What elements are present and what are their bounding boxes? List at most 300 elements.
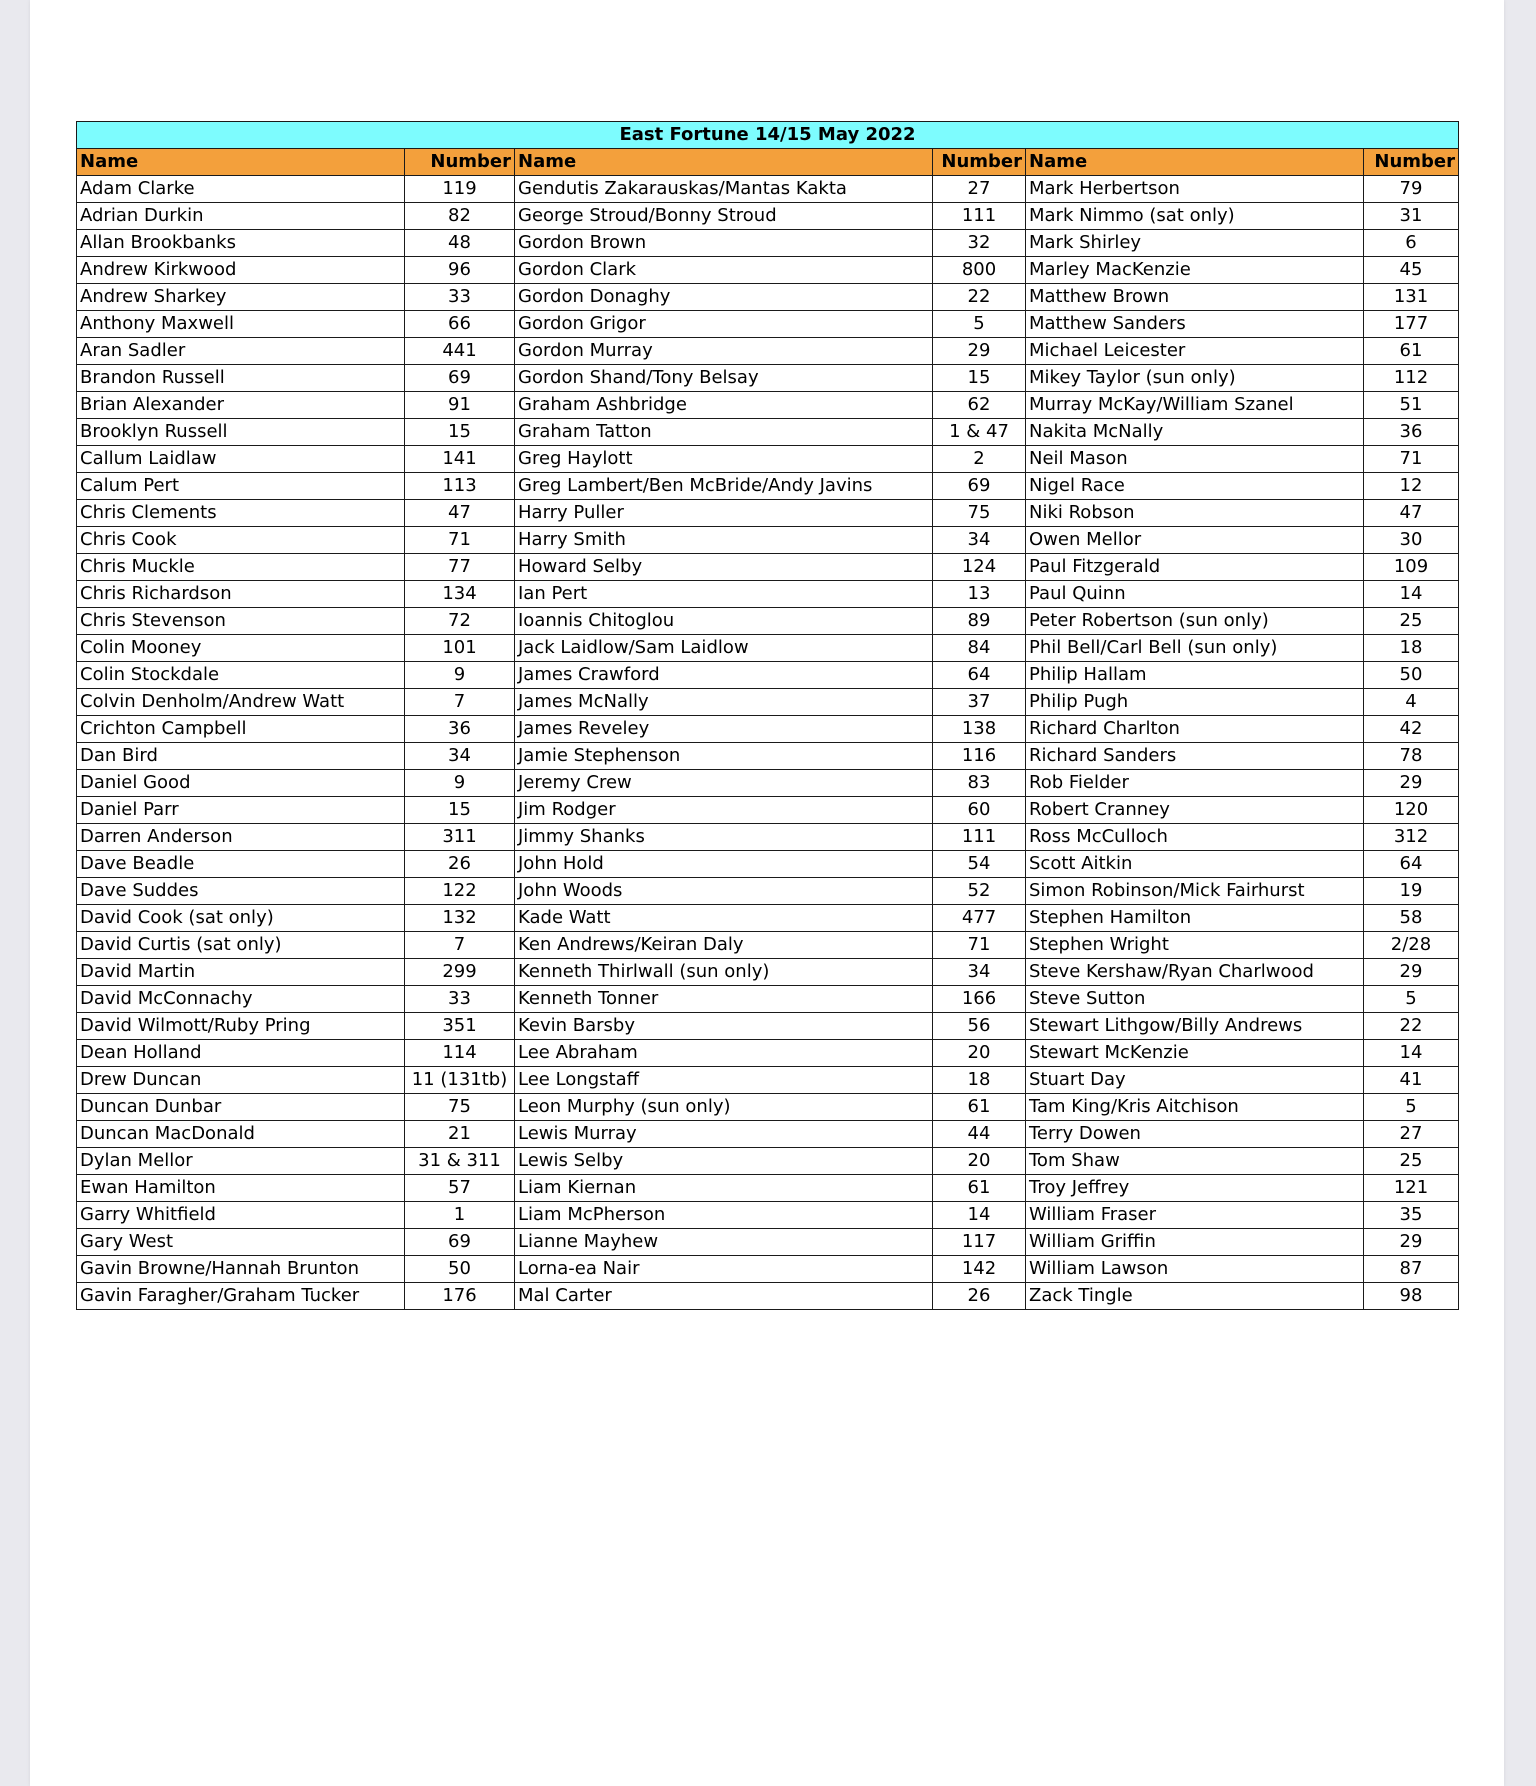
table-row: [77, 1121, 1459, 1148]
name-cell: Aran Sadler: [77, 338, 405, 365]
number-cell: 31 & 311: [405, 1148, 515, 1175]
number-cell: 50: [405, 1256, 515, 1283]
number-cell: 25: [1364, 608, 1459, 635]
name-cell: Anthony Maxwell: [77, 311, 405, 338]
name-cell: Mark Herbertson: [1026, 176, 1364, 203]
number-cell: 47: [1364, 500, 1459, 527]
number-cell: 18: [1364, 635, 1459, 662]
name-cell: Ross McCulloch: [1026, 824, 1364, 851]
number-cell: 7: [405, 932, 515, 959]
name-cell: Jim Rodger: [515, 797, 933, 824]
table-row: [77, 554, 1459, 581]
name-cell: Richard Charlton: [1026, 716, 1364, 743]
name-cell: Mark Shirley: [1026, 230, 1364, 257]
number-cell: 15: [405, 419, 515, 446]
table-row: [77, 1256, 1459, 1283]
number-cell: 112: [1364, 365, 1459, 392]
number-cell: 69: [405, 365, 515, 392]
number-cell: 44: [933, 1121, 1026, 1148]
number-cell: 29: [1364, 770, 1459, 797]
number-cell: 34: [933, 527, 1026, 554]
name-cell: Lee Longstaff: [515, 1067, 933, 1094]
table-row: [77, 689, 1459, 716]
table-row: [77, 581, 1459, 608]
number-cell: 1 & 47: [933, 419, 1026, 446]
name-cell: Jack Laidlow/Sam Laidlow: [515, 635, 933, 662]
name-cell: Marley MacKenzie: [1026, 257, 1364, 284]
header-number-1: Number: [405, 149, 515, 176]
table-row: [77, 1148, 1459, 1175]
name-cell: Matthew Brown: [1026, 284, 1364, 311]
number-cell: 22: [1364, 1013, 1459, 1040]
table-row: [77, 176, 1459, 203]
number-cell: 477: [933, 905, 1026, 932]
number-cell: 64: [1364, 851, 1459, 878]
name-cell: Troy Jeffrey: [1026, 1175, 1364, 1202]
table-row: [77, 824, 1459, 851]
table-row: [77, 1283, 1459, 1310]
number-cell: 27: [933, 176, 1026, 203]
name-cell: Stephen Wright: [1026, 932, 1364, 959]
name-cell: Calum Pert: [77, 473, 405, 500]
table-row: [77, 419, 1459, 446]
name-cell: Jimmy Shanks: [515, 824, 933, 851]
table-row: [77, 1229, 1459, 1256]
name-cell: Jamie Stephenson: [515, 743, 933, 770]
name-cell: Lee Abraham: [515, 1040, 933, 1067]
table-row: [77, 1040, 1459, 1067]
number-cell: 19: [1364, 878, 1459, 905]
table-row: [77, 662, 1459, 689]
name-cell: David Curtis (sat only): [77, 932, 405, 959]
table-row: [77, 392, 1459, 419]
number-cell: 37: [933, 689, 1026, 716]
name-cell: Colin Mooney: [77, 635, 405, 662]
name-cell: Mark Nimmo (sat only): [1026, 203, 1364, 230]
number-cell: 15: [933, 365, 1026, 392]
number-cell: 141: [405, 446, 515, 473]
number-cell: 9: [405, 662, 515, 689]
table-row: [77, 608, 1459, 635]
name-cell: Rob Fielder: [1026, 770, 1364, 797]
number-cell: 176: [405, 1283, 515, 1310]
name-cell: Ian Pert: [515, 581, 933, 608]
name-cell: Gavin Browne/Hannah Brunton: [77, 1256, 405, 1283]
name-cell: Brooklyn Russell: [77, 419, 405, 446]
table-row: [77, 743, 1459, 770]
name-cell: Harry Puller: [515, 500, 933, 527]
name-cell: Paul Quinn: [1026, 581, 1364, 608]
table-row: [77, 635, 1459, 662]
number-cell: 52: [933, 878, 1026, 905]
name-cell: Howard Selby: [515, 554, 933, 581]
number-cell: 69: [933, 473, 1026, 500]
name-cell: Lorna-ea Nair: [515, 1256, 933, 1283]
number-cell: 351: [405, 1013, 515, 1040]
number-cell: 21: [405, 1121, 515, 1148]
name-cell: Ewan Hamilton: [77, 1175, 405, 1202]
name-cell: Greg Lambert/Ben McBride/Andy Javins: [515, 473, 933, 500]
name-cell: Graham Ashbridge: [515, 392, 933, 419]
number-cell: 50: [1364, 662, 1459, 689]
name-cell: Chris Clements: [77, 500, 405, 527]
name-cell: Chris Muckle: [77, 554, 405, 581]
table-row: [77, 878, 1459, 905]
name-cell: Paul Fitzgerald: [1026, 554, 1364, 581]
header-number-3: Number: [1364, 149, 1459, 176]
number-cell: 109: [1364, 554, 1459, 581]
table-row: [77, 284, 1459, 311]
table-row: [77, 797, 1459, 824]
number-cell: 79: [1364, 176, 1459, 203]
number-cell: 14: [1364, 1040, 1459, 1067]
number-cell: 120: [1364, 797, 1459, 824]
number-cell: 29: [933, 338, 1026, 365]
name-cell: Kevin Barsby: [515, 1013, 933, 1040]
name-cell: Stephen Hamilton: [1026, 905, 1364, 932]
name-cell: Philip Hallam: [1026, 662, 1364, 689]
number-cell: 111: [933, 824, 1026, 851]
table-row: [77, 1202, 1459, 1229]
name-cell: Andrew Kirkwood: [77, 257, 405, 284]
number-cell: 113: [405, 473, 515, 500]
number-cell: 82: [405, 203, 515, 230]
number-cell: 166: [933, 986, 1026, 1013]
table-row: [77, 986, 1459, 1013]
name-cell: Stewart McKenzie: [1026, 1040, 1364, 1067]
name-cell: Dave Beadle: [77, 851, 405, 878]
name-cell: Gendutis Zakarauskas/Mantas Kakta: [515, 176, 933, 203]
number-cell: 47: [405, 500, 515, 527]
number-cell: 34: [933, 959, 1026, 986]
name-cell: David Cook (sat only): [77, 905, 405, 932]
name-cell: Neil Mason: [1026, 446, 1364, 473]
table-row: [77, 1094, 1459, 1121]
number-cell: 2: [933, 446, 1026, 473]
name-cell: Mikey Taylor (sun only): [1026, 365, 1364, 392]
number-cell: 84: [933, 635, 1026, 662]
number-cell: 11 (131tb): [405, 1067, 515, 1094]
number-cell: 9: [405, 770, 515, 797]
number-cell: 114: [405, 1040, 515, 1067]
number-cell: 138: [933, 716, 1026, 743]
name-cell: Greg Haylott: [515, 446, 933, 473]
number-cell: 299: [405, 959, 515, 986]
name-cell: Zack Tingle: [1026, 1283, 1364, 1310]
number-cell: 6: [1364, 230, 1459, 257]
number-cell: 134: [405, 581, 515, 608]
number-cell: 116: [933, 743, 1026, 770]
name-cell: Leon Murphy (sun only): [515, 1094, 933, 1121]
name-cell: Lianne Mayhew: [515, 1229, 933, 1256]
number-cell: 27: [1364, 1121, 1459, 1148]
name-cell: Peter Robertson (sun only): [1026, 608, 1364, 635]
name-cell: John Woods: [515, 878, 933, 905]
name-cell: Chris Cook: [77, 527, 405, 554]
name-cell: Gordon Clark: [515, 257, 933, 284]
number-cell: 26: [933, 1283, 1026, 1310]
number-cell: 5: [933, 311, 1026, 338]
table-body: [77, 176, 1459, 1310]
table-row: [77, 338, 1459, 365]
number-cell: 64: [933, 662, 1026, 689]
number-cell: 35: [1364, 1202, 1459, 1229]
entry-list-table: [76, 121, 1459, 1310]
name-cell: Crichton Campbell: [77, 716, 405, 743]
number-cell: 33: [405, 986, 515, 1013]
name-cell: Owen Mellor: [1026, 527, 1364, 554]
name-cell: William Fraser: [1026, 1202, 1364, 1229]
number-cell: 122: [405, 878, 515, 905]
table-row: [77, 311, 1459, 338]
name-cell: Gordon Shand/Tony Belsay: [515, 365, 933, 392]
name-cell: Liam Kiernan: [515, 1175, 933, 1202]
table-row: [77, 203, 1459, 230]
number-cell: 124: [933, 554, 1026, 581]
name-cell: Harry Smith: [515, 527, 933, 554]
name-cell: Steve Kershaw/Ryan Charlwood: [1026, 959, 1364, 986]
number-cell: 30: [1364, 527, 1459, 554]
number-cell: 71: [405, 527, 515, 554]
name-cell: Duncan MacDonald: [77, 1121, 405, 1148]
name-cell: Garry Whitfield: [77, 1202, 405, 1229]
table-row: [77, 932, 1459, 959]
name-cell: Mal Carter: [515, 1283, 933, 1310]
number-cell: 60: [933, 797, 1026, 824]
name-cell: Gary West: [77, 1229, 405, 1256]
number-cell: 132: [405, 905, 515, 932]
name-cell: Darren Anderson: [77, 824, 405, 851]
name-cell: Callum Laidlaw: [77, 446, 405, 473]
number-cell: 71: [1364, 446, 1459, 473]
number-cell: 61: [933, 1175, 1026, 1202]
name-cell: David McConnachy: [77, 986, 405, 1013]
name-cell: Phil Bell/Carl Bell (sun only): [1026, 635, 1364, 662]
table-row: [77, 446, 1459, 473]
number-cell: 15: [405, 797, 515, 824]
number-cell: 1: [405, 1202, 515, 1229]
name-cell: Tom Shaw: [1026, 1148, 1364, 1175]
number-cell: 36: [405, 716, 515, 743]
name-cell: James Reveley: [515, 716, 933, 743]
number-cell: 41: [1364, 1067, 1459, 1094]
name-cell: Stuart Day: [1026, 1067, 1364, 1094]
name-cell: Simon Robinson/Mick Fairhurst: [1026, 878, 1364, 905]
header-name-3: Name: [1026, 149, 1364, 176]
number-cell: 75: [405, 1094, 515, 1121]
table-title: East Fortune 14/15 May 2022: [77, 122, 1459, 149]
table-row: [77, 257, 1459, 284]
number-cell: 14: [1364, 581, 1459, 608]
table-row: [77, 770, 1459, 797]
name-cell: Nigel Race: [1026, 473, 1364, 500]
number-cell: 78: [1364, 743, 1459, 770]
name-cell: Richard Sanders: [1026, 743, 1364, 770]
number-cell: 62: [933, 392, 1026, 419]
number-cell: 42: [1364, 716, 1459, 743]
name-cell: Daniel Parr: [77, 797, 405, 824]
number-cell: 13: [933, 581, 1026, 608]
name-cell: Lewis Selby: [515, 1148, 933, 1175]
name-cell: Stewart Lithgow/Billy Andrews: [1026, 1013, 1364, 1040]
table-row: [77, 527, 1459, 554]
name-cell: Scott Aitkin: [1026, 851, 1364, 878]
table-row: [77, 716, 1459, 743]
number-cell: 311: [405, 824, 515, 851]
name-cell: Terry Dowen: [1026, 1121, 1364, 1148]
name-cell: Adam Clarke: [77, 176, 405, 203]
table-row: [77, 905, 1459, 932]
number-cell: 29: [1364, 1229, 1459, 1256]
number-cell: 51: [1364, 392, 1459, 419]
number-cell: 5: [1364, 1094, 1459, 1121]
header-number-2: Number: [933, 149, 1026, 176]
number-cell: 48: [405, 230, 515, 257]
document-page: [30, 0, 1504, 1786]
number-cell: 800: [933, 257, 1026, 284]
number-cell: 54: [933, 851, 1026, 878]
name-cell: Adrian Durkin: [77, 203, 405, 230]
number-cell: 117: [933, 1229, 1026, 1256]
number-cell: 87: [1364, 1256, 1459, 1283]
name-cell: Andrew Sharkey: [77, 284, 405, 311]
table-row: [77, 500, 1459, 527]
number-cell: 29: [1364, 959, 1459, 986]
number-cell: 61: [1364, 338, 1459, 365]
name-cell: Gordon Grigor: [515, 311, 933, 338]
name-cell: Kade Watt: [515, 905, 933, 932]
name-cell: Tam King/Kris Aitchison: [1026, 1094, 1364, 1121]
header-row: [77, 149, 1459, 176]
number-cell: 20: [933, 1040, 1026, 1067]
number-cell: 91: [405, 392, 515, 419]
name-cell: Gavin Faragher/Graham Tucker: [77, 1283, 405, 1310]
name-cell: Brian Alexander: [77, 392, 405, 419]
name-cell: Kenneth Tonner: [515, 986, 933, 1013]
name-cell: David Martin: [77, 959, 405, 986]
number-cell: 111: [933, 203, 1026, 230]
number-cell: 177: [1364, 311, 1459, 338]
number-cell: 22: [933, 284, 1026, 311]
number-cell: 18: [933, 1067, 1026, 1094]
title-row: [77, 122, 1459, 149]
name-cell: Ioannis Chitoglou: [515, 608, 933, 635]
name-cell: Liam McPherson: [515, 1202, 933, 1229]
name-cell: George Stroud/Bonny Stroud: [515, 203, 933, 230]
name-cell: Duncan Dunbar: [77, 1094, 405, 1121]
name-cell: Colin Stockdale: [77, 662, 405, 689]
name-cell: William Griffin: [1026, 1229, 1364, 1256]
name-cell: Philip Pugh: [1026, 689, 1364, 716]
number-cell: 66: [405, 311, 515, 338]
number-cell: 61: [933, 1094, 1026, 1121]
number-cell: 36: [1364, 419, 1459, 446]
name-cell: Dylan Mellor: [77, 1148, 405, 1175]
number-cell: 96: [405, 257, 515, 284]
name-cell: Michael Leicester: [1026, 338, 1364, 365]
name-cell: David Wilmott/Ruby Pring: [77, 1013, 405, 1040]
name-cell: Jeremy Crew: [515, 770, 933, 797]
name-cell: Gordon Donaghy: [515, 284, 933, 311]
number-cell: 25: [1364, 1148, 1459, 1175]
number-cell: 441: [405, 338, 515, 365]
number-cell: 12: [1364, 473, 1459, 500]
number-cell: 32: [933, 230, 1026, 257]
name-cell: James Crawford: [515, 662, 933, 689]
name-cell: Gordon Brown: [515, 230, 933, 257]
number-cell: 20: [933, 1148, 1026, 1175]
name-cell: Chris Stevenson: [77, 608, 405, 635]
number-cell: 101: [405, 635, 515, 662]
name-cell: Murray McKay/William Szanel: [1026, 392, 1364, 419]
table-row: [77, 959, 1459, 986]
number-cell: 2/28: [1364, 932, 1459, 959]
number-cell: 142: [933, 1256, 1026, 1283]
number-cell: 57: [405, 1175, 515, 1202]
name-cell: Ken Andrews/Keiran Daly: [515, 932, 933, 959]
header-name-1: Name: [77, 149, 405, 176]
name-cell: William Lawson: [1026, 1256, 1364, 1283]
name-cell: John Hold: [515, 851, 933, 878]
name-cell: Robert Cranney: [1026, 797, 1364, 824]
name-cell: Nakita McNally: [1026, 419, 1364, 446]
table-row: [77, 1067, 1459, 1094]
name-cell: Dan Bird: [77, 743, 405, 770]
name-cell: James McNally: [515, 689, 933, 716]
name-cell: Matthew Sanders: [1026, 311, 1364, 338]
number-cell: 33: [405, 284, 515, 311]
number-cell: 75: [933, 500, 1026, 527]
table-row: [77, 1013, 1459, 1040]
name-cell: Steve Sutton: [1026, 986, 1364, 1013]
number-cell: 89: [933, 608, 1026, 635]
name-cell: Colvin Denholm/Andrew Watt: [77, 689, 405, 716]
number-cell: 5: [1364, 986, 1459, 1013]
name-cell: Allan Brookbanks: [77, 230, 405, 257]
name-cell: Niki Robson: [1026, 500, 1364, 527]
number-cell: 71: [933, 932, 1026, 959]
number-cell: 121: [1364, 1175, 1459, 1202]
name-cell: Daniel Good: [77, 770, 405, 797]
name-cell: Gordon Murray: [515, 338, 933, 365]
number-cell: 77: [405, 554, 515, 581]
table-row: [77, 230, 1459, 257]
number-cell: 56: [933, 1013, 1026, 1040]
number-cell: 119: [405, 176, 515, 203]
name-cell: Drew Duncan: [77, 1067, 405, 1094]
number-cell: 7: [405, 689, 515, 716]
name-cell: Chris Richardson: [77, 581, 405, 608]
table-row: [77, 473, 1459, 500]
number-cell: 83: [933, 770, 1026, 797]
name-cell: Brandon Russell: [77, 365, 405, 392]
header-name-2: Name: [515, 149, 933, 176]
number-cell: 14: [933, 1202, 1026, 1229]
number-cell: 58: [1364, 905, 1459, 932]
name-cell: Kenneth Thirlwall (sun only): [515, 959, 933, 986]
name-cell: Graham Tatton: [515, 419, 933, 446]
number-cell: 69: [405, 1229, 515, 1256]
number-cell: 98: [1364, 1283, 1459, 1310]
name-cell: Dave Suddes: [77, 878, 405, 905]
table-row: [77, 365, 1459, 392]
number-cell: 72: [405, 608, 515, 635]
number-cell: 34: [405, 743, 515, 770]
number-cell: 31: [1364, 203, 1459, 230]
table-row: [77, 851, 1459, 878]
name-cell: Dean Holland: [77, 1040, 405, 1067]
name-cell: Lewis Murray: [515, 1121, 933, 1148]
